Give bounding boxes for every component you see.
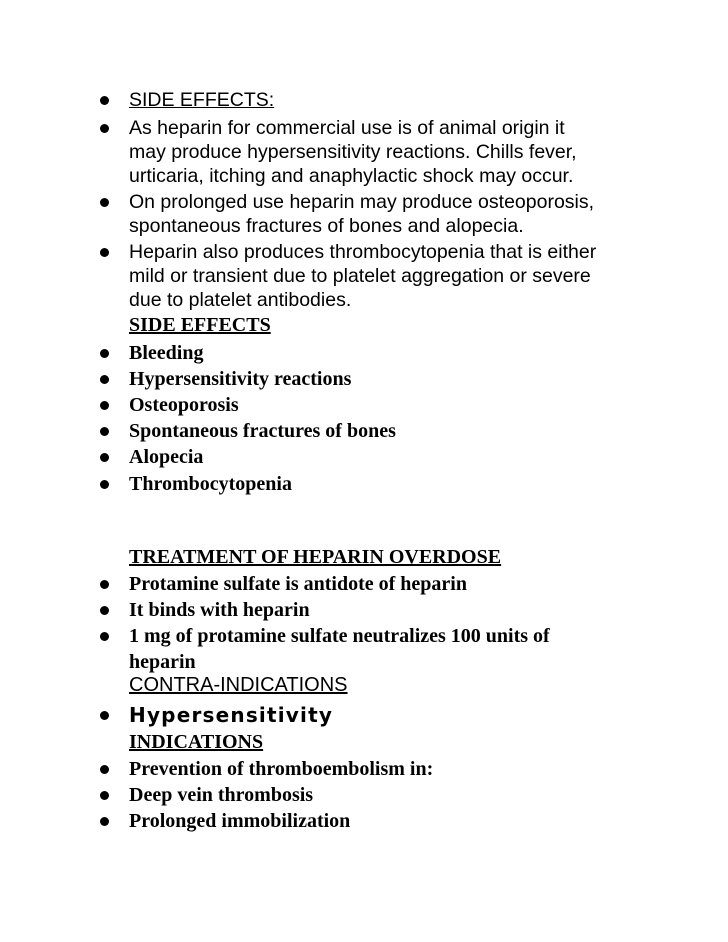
side-effects-serif-heading: SIDE EFFECTS bbox=[129, 314, 271, 336]
bullet-icon bbox=[100, 453, 128, 462]
list-item-text: Hypersensitivity reactions bbox=[129, 368, 352, 390]
list-item-text: Prevention of thromboembolism in: bbox=[129, 758, 434, 780]
list-item-line: due to platelet antibodies. bbox=[129, 289, 352, 311]
list-item-text: Prolonged immobilization bbox=[129, 810, 351, 832]
bullet-icon bbox=[100, 580, 128, 589]
bullet-icon bbox=[100, 375, 128, 384]
list-item-text: Hypersensitivity bbox=[129, 703, 334, 727]
list-item-line: mild or transient due to platelet aggregation or severe bbox=[129, 265, 591, 287]
list-item-text: Alopecia bbox=[129, 446, 204, 468]
bullet-icon bbox=[100, 124, 128, 133]
list-item-line: Heparin also produces thrombocytopenia that is either bbox=[129, 241, 597, 263]
bullet-icon bbox=[100, 632, 128, 641]
bullet-icon bbox=[100, 606, 128, 615]
bullet-icon bbox=[100, 349, 128, 358]
bullet-icon bbox=[100, 248, 128, 257]
list-item-line: 1 mg of protamine sulfate neutralizes 100 units of bbox=[129, 625, 550, 647]
list-item-line: heparin bbox=[129, 651, 196, 673]
list-item-text: Bleeding bbox=[129, 342, 204, 364]
indications-heading: INDICATIONS bbox=[129, 731, 264, 753]
list-item-text: Osteoporosis bbox=[129, 394, 239, 416]
side-effects-heading: SIDE EFFECTS: bbox=[129, 89, 275, 111]
list-item-line: spontaneous fractures of bones and alopecia. bbox=[129, 215, 524, 237]
bullet-icon bbox=[100, 711, 128, 720]
list-item-text: Protamine sulfate is antidote of heparin bbox=[129, 573, 467, 595]
bullet-icon bbox=[100, 96, 128, 105]
bullet-icon bbox=[100, 198, 128, 207]
bullet-icon bbox=[100, 480, 128, 489]
list-item-text: Spontaneous fractures of bones bbox=[129, 420, 396, 442]
list-item-line: On prolonged use heparin may produce osteoporosis, bbox=[129, 191, 595, 213]
bullet-icon bbox=[100, 401, 128, 410]
contra-indications-heading: CONTRA-INDICATIONS bbox=[129, 674, 348, 696]
bullet-icon bbox=[100, 427, 128, 436]
list-item-text: Deep vein thrombosis bbox=[129, 784, 314, 806]
list-item-line: urticaria, itching and anaphylactic shock may occur. bbox=[129, 165, 574, 187]
list-item-text: It binds with heparin bbox=[129, 599, 310, 621]
list-item-line: As heparin for commercial use is of animal origin it bbox=[129, 117, 565, 139]
bullet-icon bbox=[100, 817, 128, 826]
bullet-icon bbox=[100, 791, 128, 800]
list-item-text: Thrombocytopenia bbox=[129, 473, 292, 495]
list-item-line: may produce hypersensitivity reactions. Chills fever, bbox=[129, 141, 577, 163]
treatment-heading: TREATMENT OF HEPARIN OVERDOSE bbox=[129, 546, 502, 568]
bullet-icon bbox=[100, 765, 128, 774]
